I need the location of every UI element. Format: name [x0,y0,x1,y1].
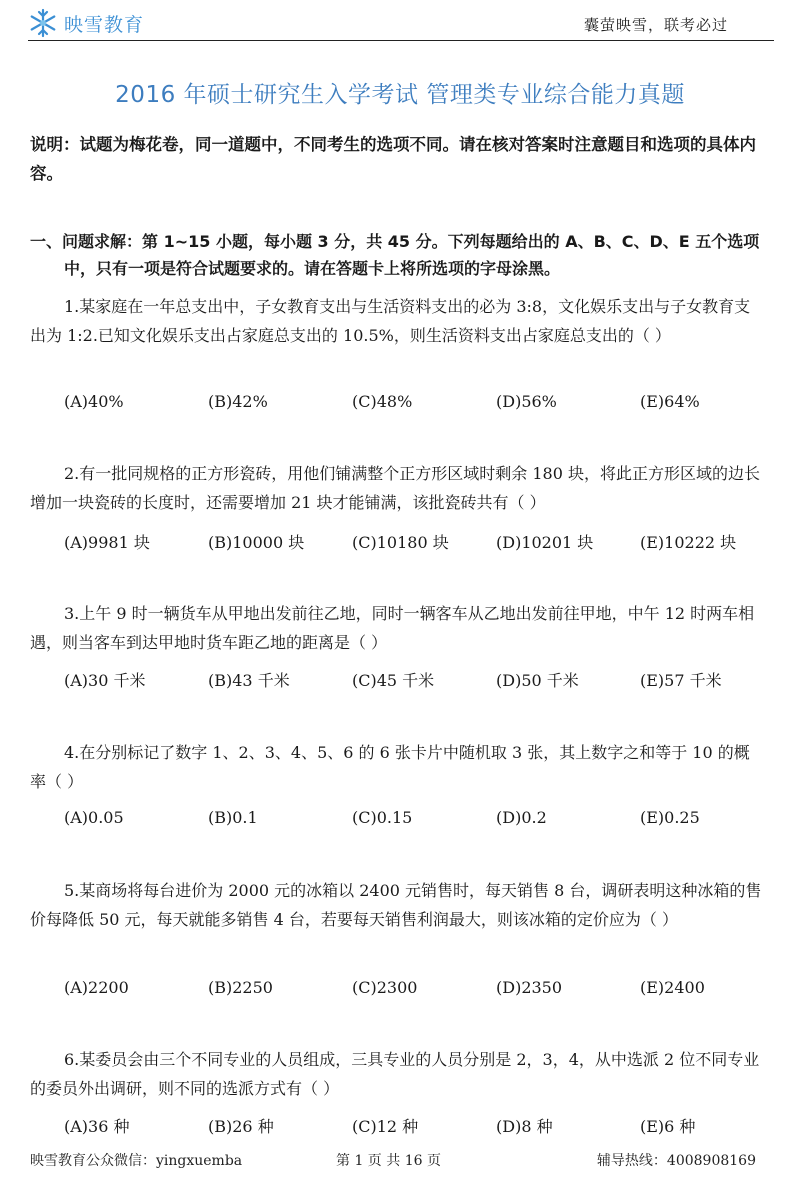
footer-wechat: 映雪教育公众微信：yingxuemba [30,1153,243,1169]
option-e: (E)10222 块 [640,533,737,552]
option-e: (E)57 千米 [640,671,722,690]
option-b: (B)0.1 [208,808,258,827]
question-1: 1.某家庭在一年总支出中，子女教育支出与生活资料支出的必为 3:8，文化娱乐支出与子女教育支出为 1:2.已知文化娱乐支出占家庭总支出的 10.5%，则生活资料支出占家庭总支出的（ ） [30,297,751,345]
option-b: (B)10000 块 [208,533,305,552]
exam-notice: 说明：试题为梅花卷，同一道题中，不同考生的选项不同。请在核对答案时注意题目和选项的具体内容。 [30,135,756,183]
option-c: (C)48% [352,392,413,411]
question-4: 4.在分别标记了数字 1、2、3、4、5、6 的 6 张卡片中随机取 3 张，其上数字之和等于 10 的概率（ ） [30,743,750,791]
options-row-4 [64,808,784,827]
option-e: (E)64% [640,392,700,411]
option-c: (C)2300 [352,978,418,997]
option-d: (D)10201 块 [496,533,594,552]
brand-logo [28,8,144,38]
question-2: 2.有一批同规格的正方形瓷砖，用他们铺满整个正方形区域时剩余 180 块，将此正方形区域的边长增加一块瓷砖的长度时，还需要增加 21 块才能铺满，该批瓷砖共有（ ） [30,464,760,512]
option-b: (B)26 种 [208,1117,274,1136]
brand-name: 映雪教育 [64,13,145,36]
section-heading: 一、问题求解：第 1~15 小题，每小题 3 分，共 45 分。下列每题给出的 A、B、C、D、E 五个选项中，只有一项是符合试题要求的。请在答题卡上将所选项的字母涂黑。 [30,232,760,278]
option-a: (A)0.05 [64,808,124,827]
question-5: 5.某商场将每台进价为 2000 元的冰箱以 2400 元销售时，每天销售 8 台，调研表明这种冰箱的售价每降低 50 元，每天就能多销售 4 台，若要每天销售利润最大，则该冰箱的定价应为（ ） [30,881,762,929]
page-title: 2016 年硕士研究生入学考试 管理类专业综合能力真题 [115,82,685,108]
page-header [0,0,800,44]
header-divider [28,40,774,41]
option-a: (A)40% [64,392,124,411]
option-d: (D)56% [496,392,557,411]
question-3: 3.上午 9 时一辆货车从甲地出发前往乙地，同时一辆客车从乙地出发前往甲地，中午 12 时两车相遇，则当客车到达甲地时货车距乙地的距离是（ ） [30,604,755,652]
option-b: (B)43 千米 [208,671,290,690]
option-a: (A)36 种 [64,1117,130,1136]
option-e: (E)2400 [640,978,705,997]
options-row-6 [64,1114,784,1137]
option-e: (E)6 种 [640,1117,696,1136]
footer-hotline: 辅导热线：4008908169 [596,1153,756,1169]
option-d: (D)2350 [496,978,563,997]
option-d: (D)8 种 [496,1117,553,1136]
header-slogan: 囊萤映雪，联考必过 [583,16,728,34]
option-c: (C)12 种 [352,1117,419,1136]
options-row-2 [64,530,784,553]
option-e: (E)0.25 [640,808,700,827]
option-c: (C)45 千米 [352,671,435,690]
option-b: (B)2250 [208,978,273,997]
option-a: (A)2200 [64,978,129,997]
option-a: (A)30 千米 [64,671,146,690]
option-d: (D)0.2 [496,808,547,827]
option-c: (C)10180 块 [352,533,449,552]
option-b: (B)42% [208,392,268,411]
options-row-5 [64,978,784,997]
option-a: (A)9981 块 [64,533,150,552]
question-6: 6.某委员会由三个不同专业的人员组成，三具专业的人员分别是 2，3，4，从中选派 2 位不同专业的委员外出调研，则不同的选派方式有（ ） [30,1050,760,1098]
options-row-1 [64,392,784,411]
options-row-3 [64,668,784,691]
option-d: (D)50 千米 [496,671,579,690]
option-c: (C)0.15 [352,808,413,827]
snowflake-icon [28,8,58,38]
footer-page-number: 第 1 页 共 16 页 [336,1153,441,1169]
